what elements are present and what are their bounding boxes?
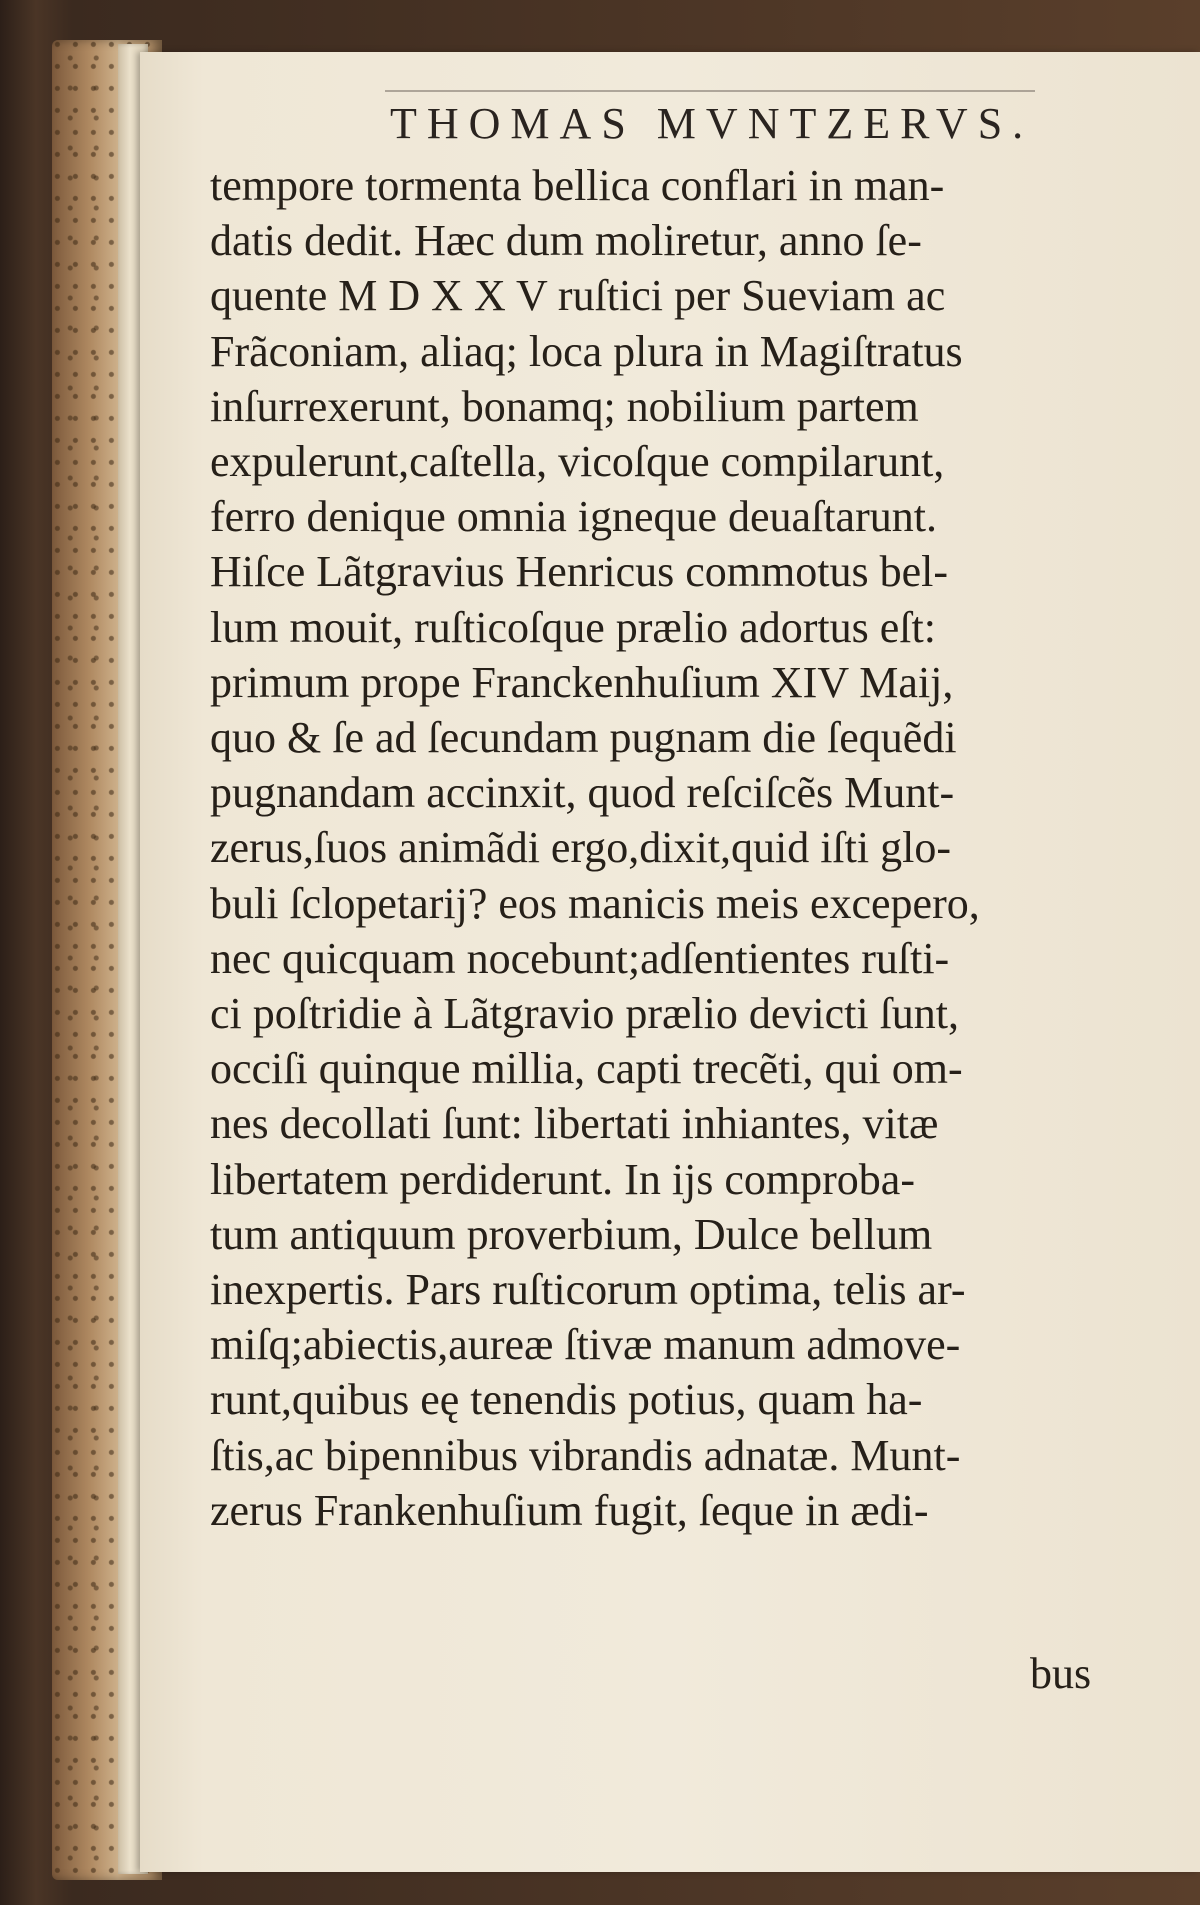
running-head-rule — [385, 90, 1035, 92]
text-line: ci poſtridie à Lãtgravio prælio devicti ſunt, — [210, 989, 960, 1039]
text-line: nes decollati ſunt: libertati inhiantes, vitæ — [210, 1099, 939, 1149]
text-line: tempore tormenta bellica conflari in man- — [210, 161, 945, 210]
catchword: bus — [1030, 1649, 1092, 1698]
text-line: ſtis,ac bipennibus vibrandis adnatæ. Munt- — [210, 1430, 961, 1480]
text-line: buli ſclopetarij? eos manicis meis excepero, — [210, 878, 980, 928]
text-line: ferro denique omnia igneque deuaſtarunt. — [210, 492, 937, 542]
text-line: tum antiquum proverbium, Dulce bellum — [210, 1209, 933, 1259]
text-line: datis dedit. Hæc dum moliretur, anno ſe- — [210, 216, 922, 266]
text-line: quente M D X X V ruſtici per Sueviam ac — [210, 271, 946, 321]
text-line: expulerunt,caſtella, vicoſque compilarunt, — [210, 437, 945, 487]
text-line: pugnandam accinxit, quod reſciſcẽs Munt- — [210, 768, 955, 818]
text-line: Frãconiam, aliaq; loca plura in Magiſtratus — [210, 326, 963, 376]
text-line: inſurrexerunt, bonamq; nobilium partem — [210, 381, 919, 431]
text-line: occiſi quinque millia, capti trecẽti, qui om- — [210, 1044, 963, 1094]
text-line: Hiſce Lãtgravius Henricus commotus bel- — [210, 547, 949, 597]
body-text — [210, 158, 1170, 1538]
text-line: inexpertis. Pars ruſticorum optima, telis ar- — [210, 1265, 966, 1315]
text-line: libertatem perdiderunt. In ijs comproba- — [210, 1154, 915, 1204]
text-line: lum mouit, ruſticoſque prælio adortus eſt: — [210, 602, 936, 652]
text-line: zerus Frankenhuſium fugit, ſeque in ædi- — [210, 1485, 929, 1535]
text-line: runt,quibus eę tenendis potius, quam ha- — [210, 1375, 923, 1425]
text-line: primum prope Franckenhuſium XIV Maij, — [210, 657, 954, 707]
running-head: THOMAS MVNTZERVS. — [390, 99, 1034, 148]
text-line: quo & ſe ad ſecundam pugnam die ſequẽdi — [210, 713, 957, 763]
text-line: nec quicquam nocebunt;adſentientes ruſti- — [210, 933, 950, 983]
text-line: miſq;abiectis,aureæ ſtivæ manum admove- — [210, 1320, 961, 1370]
text-line: zerus,ſuos animãdi ergo,dixit,quid iſti glo- — [210, 823, 951, 873]
